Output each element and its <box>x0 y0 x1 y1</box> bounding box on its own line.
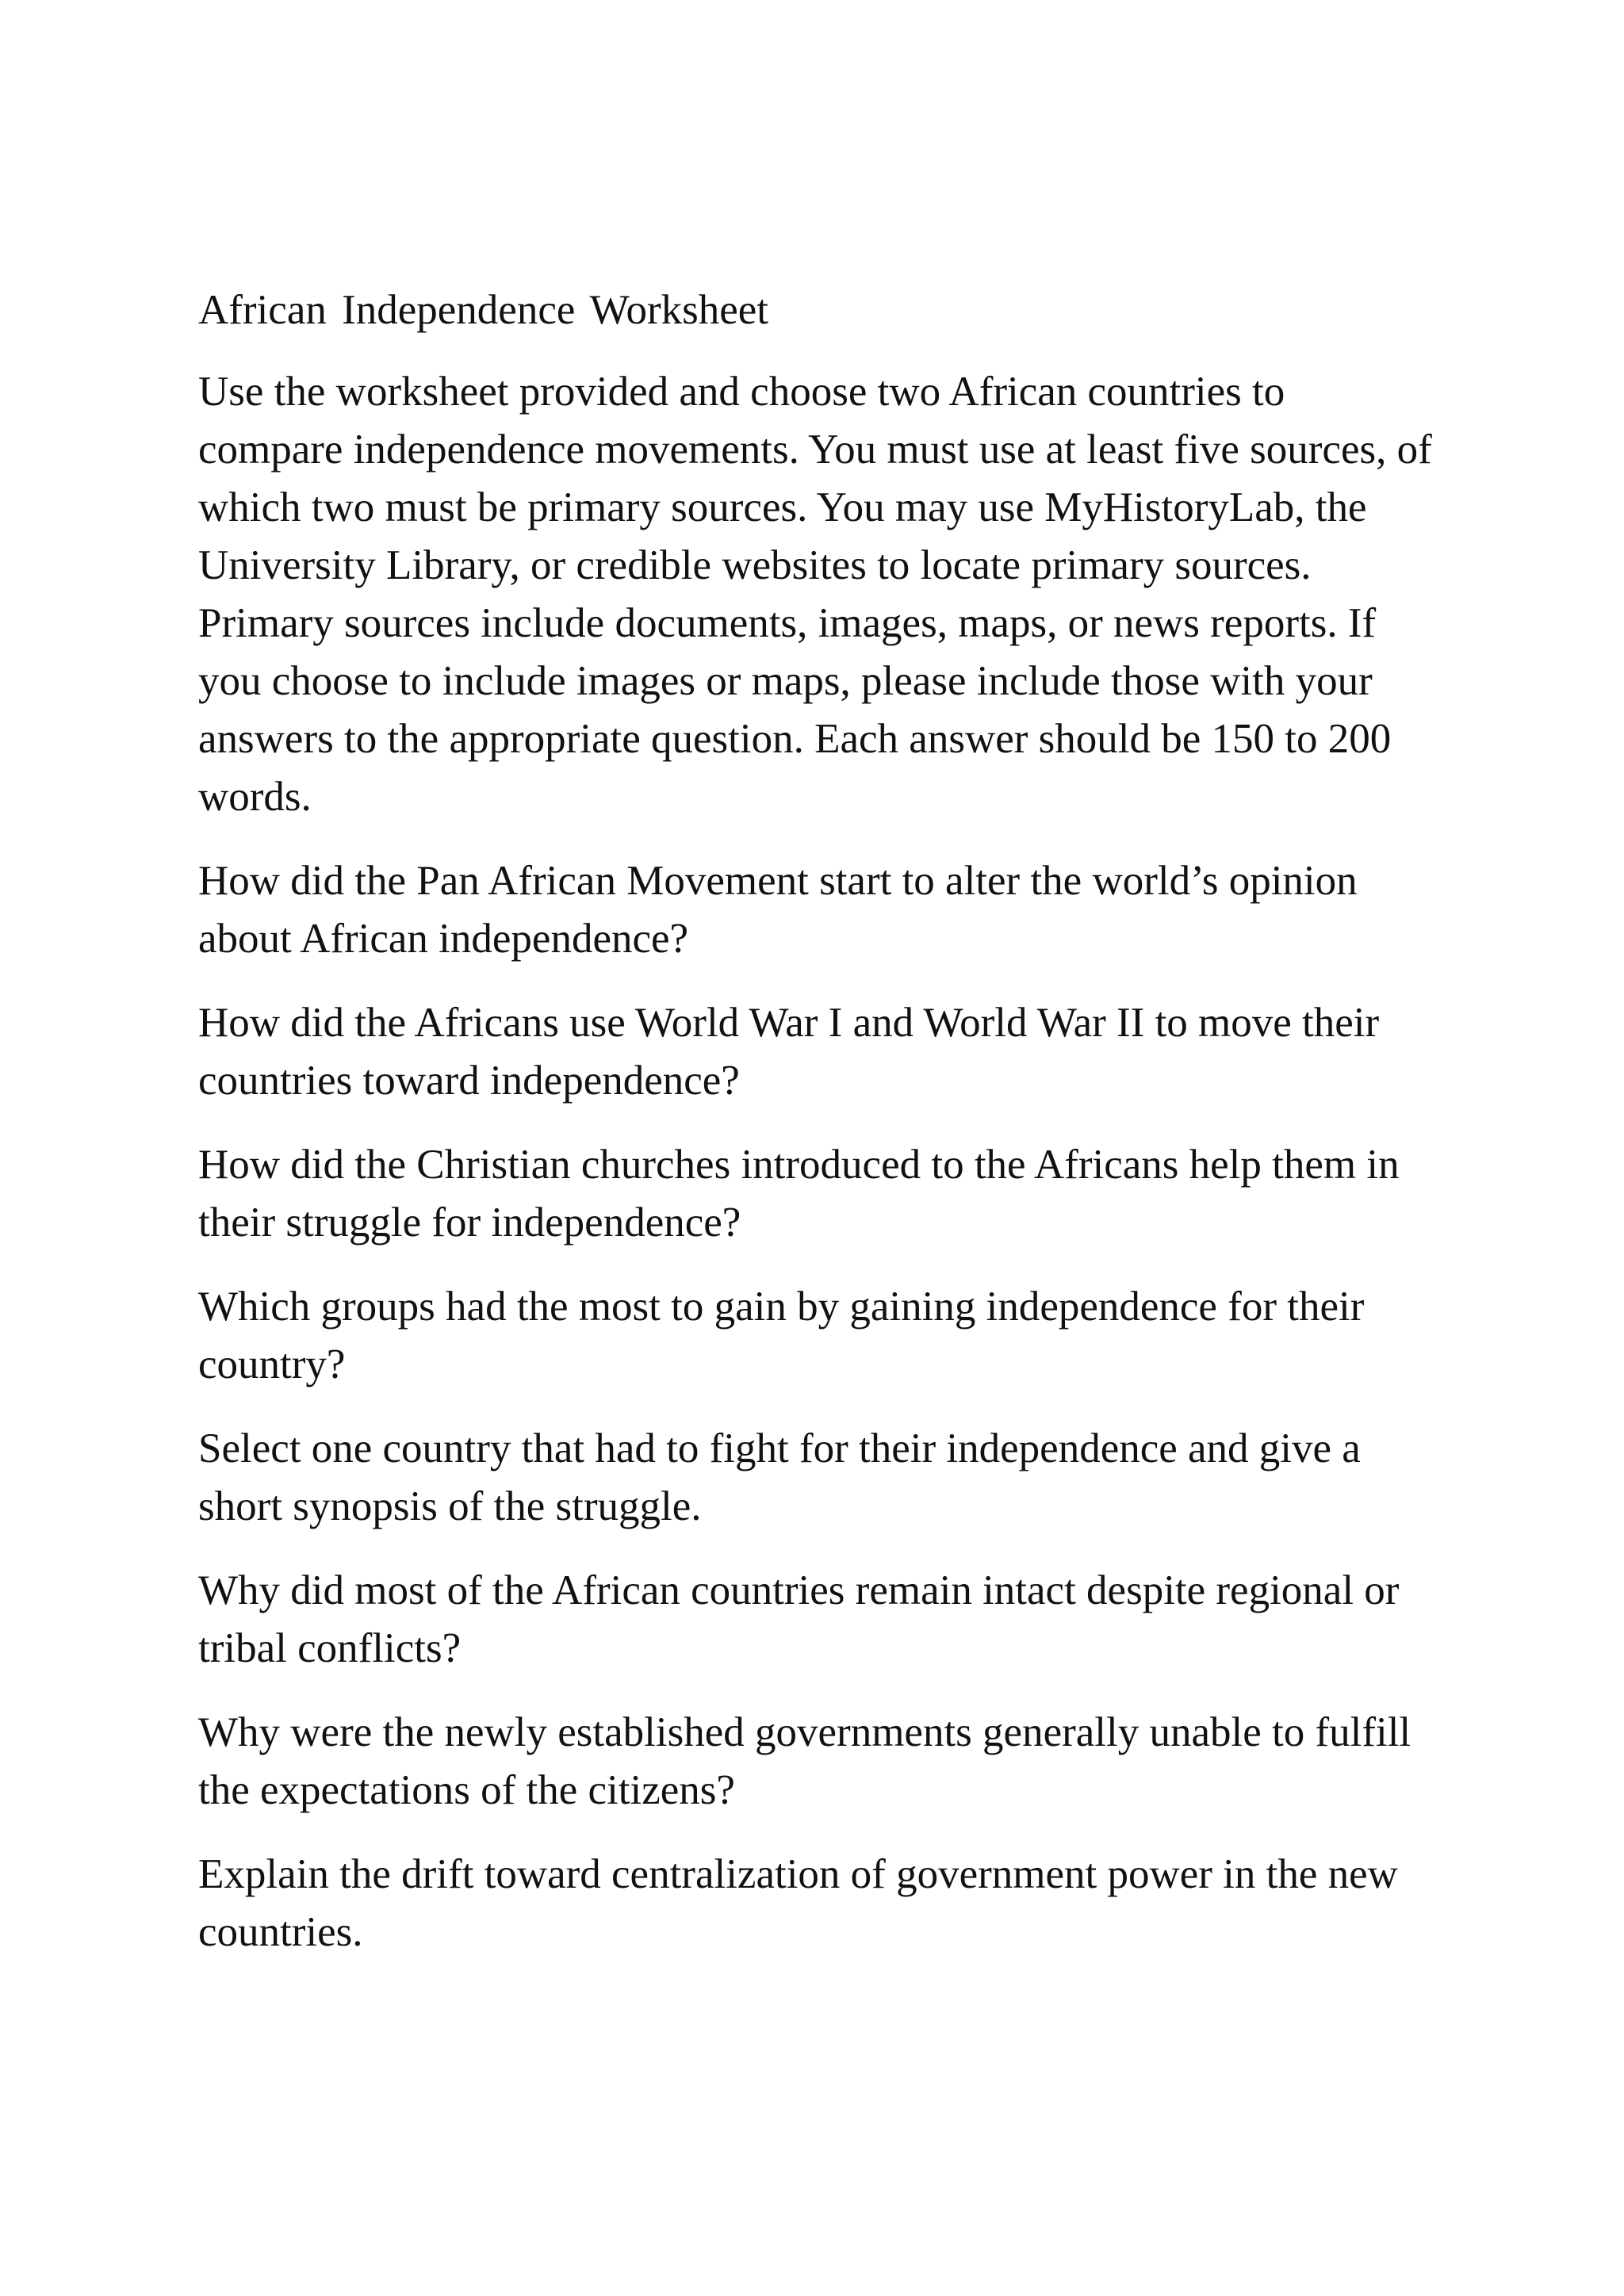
question-2: How did the Africans use World War I and World War II to move their countries toward independence? <box>198 1000 1380 1104</box>
worksheet-title: African Independence Worksheet <box>198 287 768 333</box>
question-7: Why were the newly established governments generally unable to fulfill the expectations of the citizens? <box>198 1709 1411 1813</box>
instructions-paragraph: Use the worksheet provided and choose two African countries to compare independence movements. You must use at least five sources, of which two must be primary sources. You may use MyHistoryLab, the University Library, or credible websites to locate primary sources. Primary sources include documents, images, maps, or news reports. If you choose to include images or maps, please include those with your answers to the appropriate question. Each answer should be 150 to 200 words. <box>198 369 1432 820</box>
question-3: How did the Christian churches introduced to the Africans help them in their struggle for independence? <box>198 1142 1400 1246</box>
question-1: How did the Pan African Movement start to alter the world’s opinion about African independence? <box>198 858 1358 962</box>
question-5: Select one country that had to fight for their independence and give a short synopsis of the struggle. <box>198 1425 1361 1529</box>
question-4: Which groups had the most to gain by gaining independence for their country? <box>198 1284 1365 1387</box>
document-body <box>198 281 1435 1988</box>
question-8: Explain the drift toward centralization of government power in the new countries. <box>198 1851 1398 1955</box>
question-6: Why did most of the African countries remain intact despite regional or tribal conflicts? <box>198 1567 1400 1671</box>
